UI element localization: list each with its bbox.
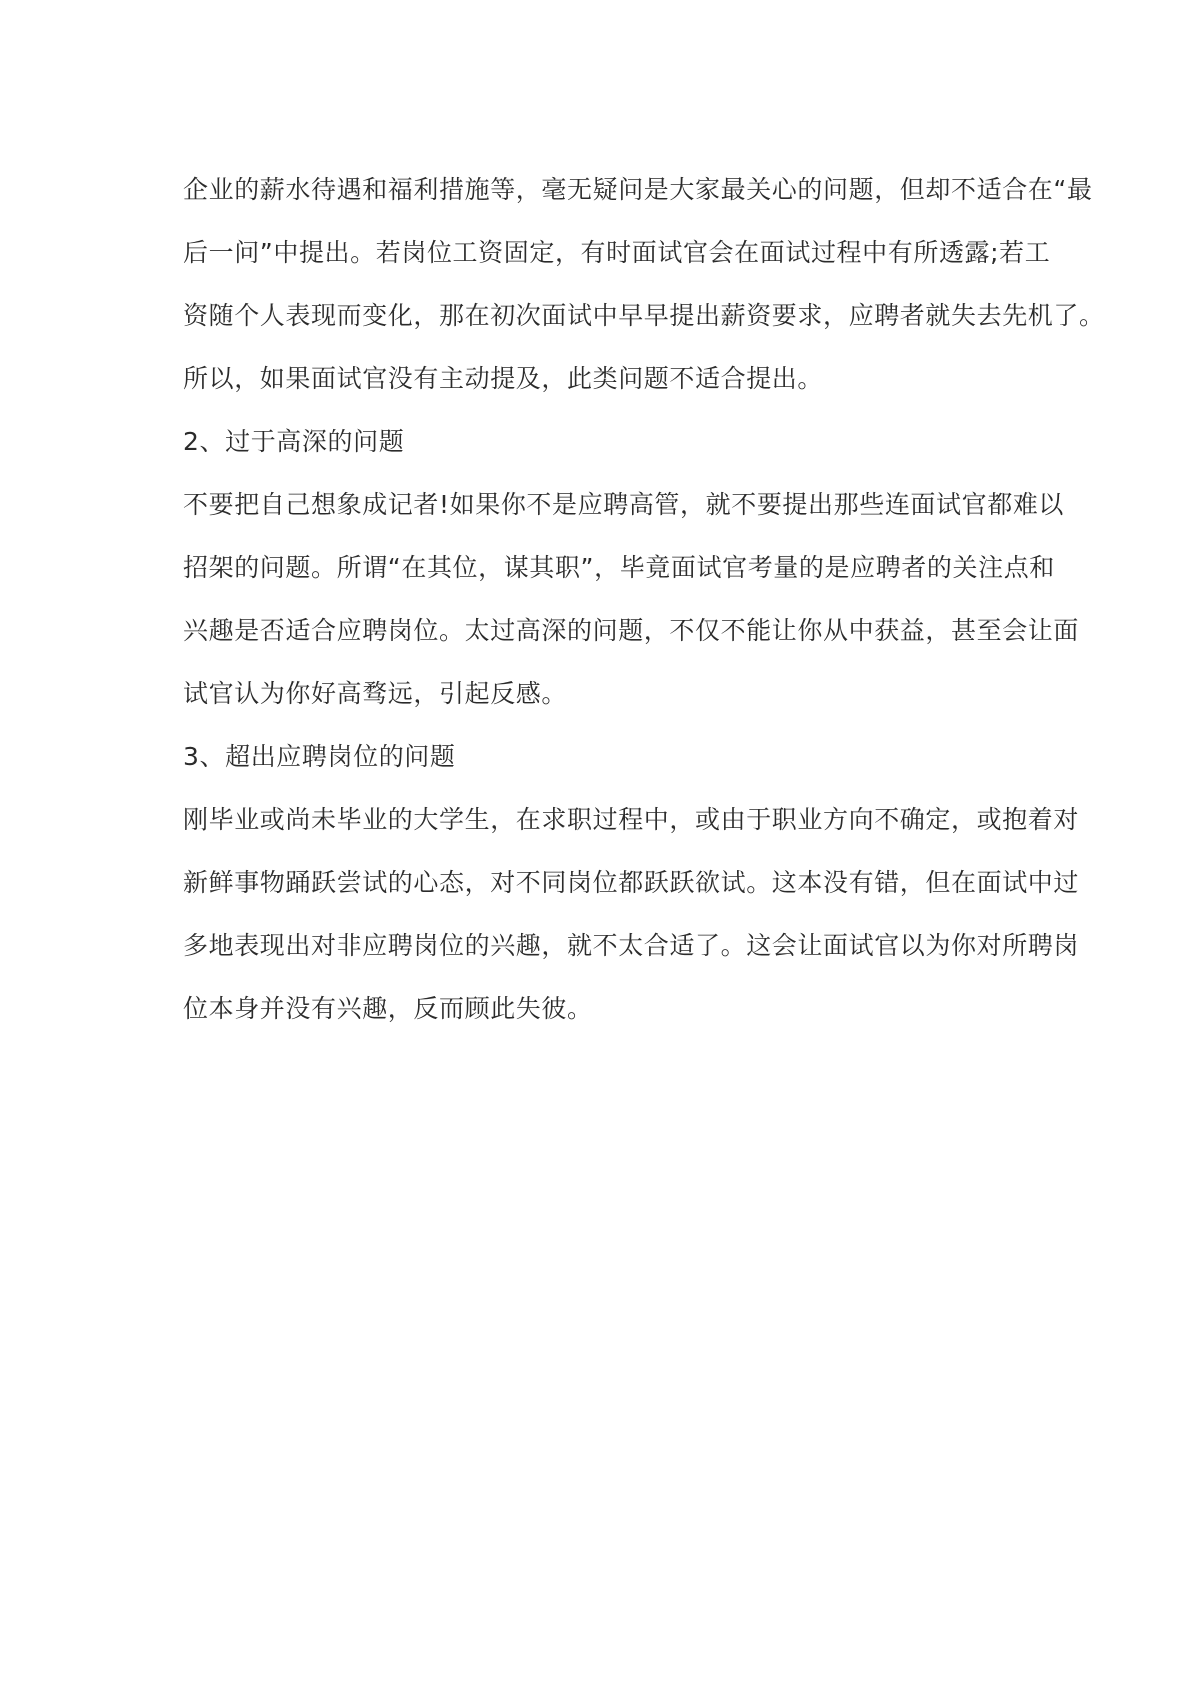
paragraph-line: 多地表现出对非应聘岗位的兴趣，就不太合适了。这会让面试官以为你对所聘岗 — [183, 931, 1080, 960]
paragraph-line: 招架的问题。所谓“在其位，谋其职”，毕竟面试官考量的是应聘者的关注点和 — [183, 553, 1055, 582]
section-heading: 2、过于高深的问题 — [183, 427, 405, 456]
paragraph-line: 兴趣是否适合应聘岗位。太过高深的问题，不仅不能让你从中获益，甚至会让面 — [183, 616, 1080, 645]
paragraph-line: 所以，如果面试官没有主动提及，此类问题不适合提出。 — [183, 364, 824, 393]
paragraph-line: 不要把自己想象成记者!如果你不是应聘高管，就不要提出那些连面试官都难以 — [183, 490, 1065, 519]
paragraph-line: 企业的薪水待遇和福利措施等，毫无疑问是大家最关心的问题，但却不适合在“最 — [183, 175, 1093, 204]
paragraph-line: 新鲜事物踊跃尝试的心态，对不同岗位都跃跃欲试。这本没有错，但在面试中过 — [183, 868, 1080, 897]
paragraph-line: 位本身并没有兴趣，反而顾此失彼。 — [183, 994, 593, 1023]
paragraph-line: 资随个人表现而变化，那在初次面试中早早提出薪资要求，应聘者就失去先机了。 — [183, 301, 1105, 330]
paragraph-line: 试官认为你好高骛远，引起反感。 — [183, 679, 568, 708]
paragraph-line: 后一问”中提出。若岗位工资固定，有时面试官会在面试过程中有所透露;若工 — [183, 238, 1051, 267]
paragraph-line: 刚毕业或尚未毕业的大学生，在求职过程中，或由于职业方向不确定，或抱着对 — [183, 805, 1080, 834]
document-body — [183, 158, 1105, 1040]
section-heading: 3、超出应聘岗位的问题 — [183, 742, 456, 771]
